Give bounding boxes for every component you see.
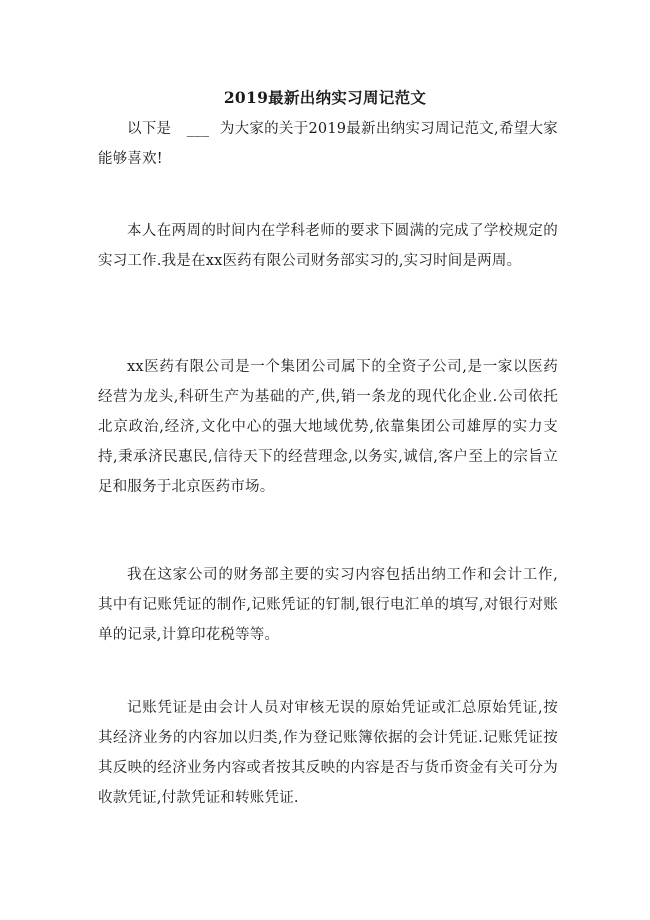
body-paragraph-3: 我在这家公司的财务部主要的实习内容包括出纳工作和会计工作,其中有记账凭证的制作,记账凭证的钉制,银行电汇单的填写,对银行对账单的记录,计算印花税等等。 (98, 567, 558, 643)
author-blank: ___ (186, 121, 210, 137)
intro-text-end: 为大家的关于2019最新出纳实习周记范文,希望大家能够喜欢! (98, 121, 558, 167)
body-paragraph-1: 本人在两周的时间内在学科老师的要求下圆满的完成了学校规定的实习工作.我是在xx医药有限公司财务部实习的,实习时间是两周。 (98, 223, 558, 269)
body-paragraph-4: 记账凭证是由会计人员对审核无误的原始凭证或汇总原始凭证,按其经济业务的内容加以归类,作为登记账簿依据的会计凭证.记账凭证按其反映的经济业务内容或者按其反映的内容是否与货币资金有关可分为收款凭证,付款凭证和转账凭证. (98, 700, 558, 806)
intro-text-start: 以下是 (127, 121, 177, 137)
intro-paragraph (98, 114, 558, 174)
document-title: 2019最新出纳实习周记范文 (223, 88, 427, 107)
body-paragraph-2: xx医药有限公司是一个集团公司属下的全资子公司,是一家以医药经营为龙头,科研生产为基础的产,供,销一条龙的现代化企业.公司依托北京政治,经济,文化中心的强大地域优势,依靠集团公司雄厚的实力支持,秉承济民惠民,信待天下的经营理念,以务实,诚信,客户至上的宗旨立足和服务于北京医药市场。 (98, 359, 558, 495)
